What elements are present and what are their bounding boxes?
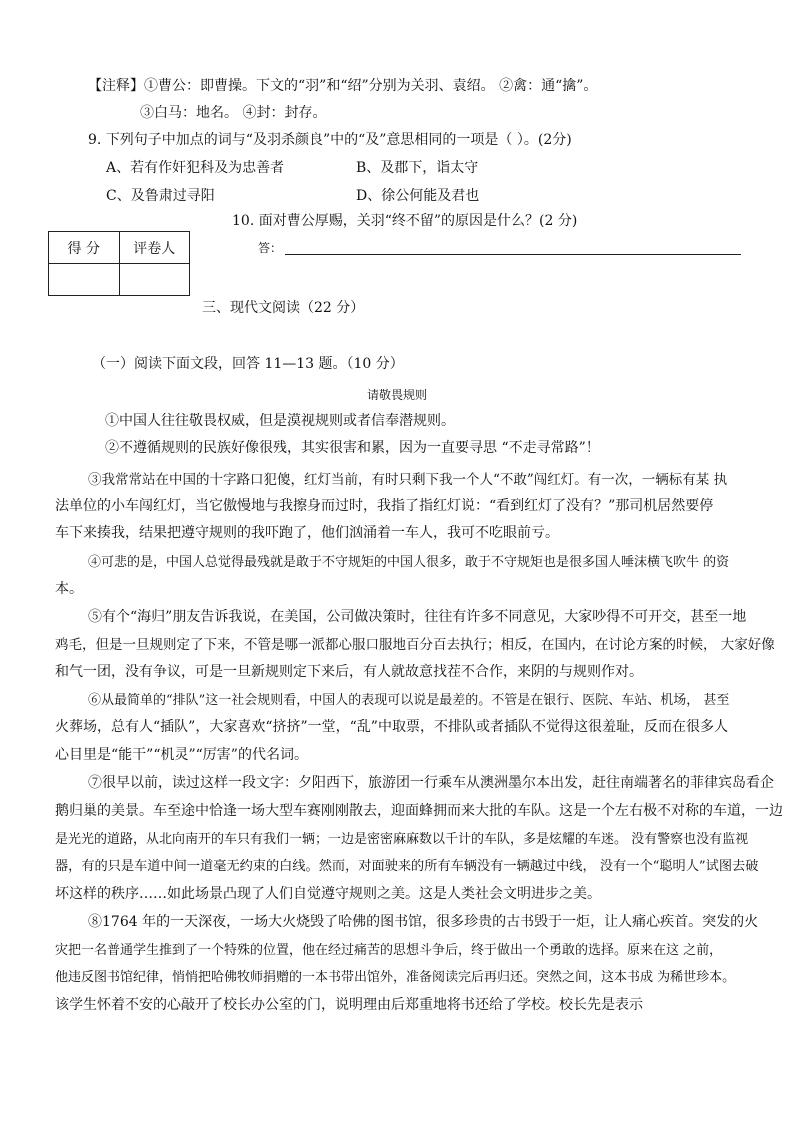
article-paragraph-5-line-2: 鸡毛，但是一旦规则定了下来，不管是哪一派都心服口服地百分百去执行；相反，在国内，在讨论方案的时候， 大家好像 (55, 637, 775, 653)
answer-label: 答： (258, 241, 283, 255)
article-paragraph-7-line-5: 坏这样的秩序……如此场景凸现了人们自觉遵守规则之美。这是人类社会文明进步之美。 (55, 886, 601, 902)
article-paragraph-3-line-2: 法单位的小车闯红灯，当它傲慢地与我擦身而过时，我指了指红灯说：“看到红灯了没有？”那司机居然要停 (55, 498, 714, 514)
annotation-line-1: 【注释】①曹公：即曹操。下文的“羽”和“绍”分别为关羽、袁绍。 ②禽：通“擒”。 (88, 78, 598, 94)
section-3-title: 三、现代文阅读（22 分） (202, 300, 365, 316)
article-paragraph-8-line-2: 灾把一名普通学生推到了一个特殊的位置，他在经过痛苦的思想斗争后，终于做出一个勇敢的选择。原来在这 之前， (55, 943, 723, 958)
article-title: 请敬畏规则 (367, 388, 428, 402)
article-paragraph-4-line-1: ④可悲的是，中国人总觉得最残就是敢于不守规矩的中国人很多，敢于不守规矩也是很多国人唾沫横飞吹牛 的资 (88, 555, 730, 570)
grader-header: 评卷人 (119, 232, 190, 264)
annotation-line-2: ③白马：地名。 ④封：封存。 (140, 105, 327, 121)
article-paragraph-5-line-3: 和气一团，没有争议，可是一旦新规则定下来后，有人就故意找茬不合作，来阴的与规则作对。 (55, 664, 643, 680)
article-paragraph-8-line-4: 该学生怀着不安的心敲开了校长办公室的门，说明理由后郑重地将书还给了学校。校长先是表示 (55, 997, 643, 1013)
article-paragraph-7-line-3: 是光光的道路，从北向南开的车只有我们一辆；一边是密密麻麻数以千计的车队，多是炫耀的车迷。 没有警察也没有监视 (55, 832, 749, 847)
article-paragraph-6-line-1: ⑥从最简单的“排队”这一社会规则看，中国人的表现可以说是最差的。不管是在银行、医院、车站、机场， 甚至 (88, 693, 730, 708)
article-paragraph-3-line-3: 车下来揍我，结果把遵守规则的我吓跑了，他们汹涌着一车人，我可不吃眼前亏。 (55, 525, 559, 541)
question-9-option-a: A、若有作奸犯科及为忠善者 (106, 160, 285, 176)
article-paragraph-2: ②不遵循规则的民族好像很残，其实很害和累，因为一直要寻思 “不走寻常路”！ (105, 440, 600, 456)
article-paragraph-6-line-3: 心目里是“能干”“机灵”“厉害”的代名词。 (55, 747, 308, 763)
question-9-stem: 9. 下列句子中加点的词与“及羽杀颜良”中的“及”意思相同的一项是（ ）。(2分) (88, 132, 572, 148)
article-paragraph-7-line-2: 鹅归巢的美景。车至途中恰逢一场大型车赛刚刚散去，迎面蜂拥而来大批的车队。这是一个左右极不对称的车道，一边 (55, 803, 783, 819)
answer-line[interactable] (285, 253, 741, 255)
question-9-option-c: C、及鲁肃过寻阳 (106, 188, 215, 204)
article-paragraph-6-line-2: 火葬场，总有人“插队”，大家喜欢“挤挤”一堂，“乱”中取票，不排队或者插队不觉得这很羞耻，反而在很多人 (55, 719, 728, 735)
question-9-option-b: B、及郡下，诣太守 (356, 160, 479, 176)
question-10-stem: 10. 面对曹公厚赐，关羽“终不留”的原因是什么？(2 分) (232, 213, 578, 229)
question-9-option-d: D、徐公何能及君也 (356, 188, 480, 204)
score-header: 得 分 (49, 232, 120, 264)
article-paragraph-3-line-1: ③我常常站在中国的十字路口犯傻，红灯当前，有时只剩下我一个人“不敢”闯红灯。有一次，一辆标有某 执 (88, 472, 728, 488)
article-paragraph-7-line-1: ⑦很早以前，读过这样一段文字：夕阳西下，旅游团一行乘车从澳洲墨尔本出发，赶往南端著名的菲律宾岛看企 (88, 775, 774, 791)
article-paragraph-1: ①中国人往往敬畏权威，但是漠视规则或者信奉潜规则。 (105, 413, 455, 429)
article-paragraph-8-line-3: 他违反图书馆纪律，悄悄把哈佛牧师捐赠的一本书带出馆外，准备阅读完后再归还。突然之间，这本书成 为稀世珍本。 (55, 970, 736, 985)
article-paragraph-8-line-1: ⑧1764 年的一天深夜，一场大火烧毁了哈佛的图书馆，很多珍贵的古书毁于一炬，让人痛心疾首。突发的火 (88, 914, 759, 930)
score-table (48, 231, 190, 296)
part-1-instruction: （一）阅读下面文段，回答 11—13 题。（10 分） (92, 356, 404, 372)
article-paragraph-5-line-1: ⑤有个“海归”朋友告诉我说，在美国，公司做决策时，往往有许多不同意见，大家吵得不可开交，甚至一地 (88, 609, 747, 625)
grader-cell[interactable] (119, 264, 190, 296)
article-paragraph-7-line-4: 器，有的只是车道中间一道毫无约束的白线。然而，对面驶来的所有车辆没有一辆越过中线， 没有一个“聪明人”试图去破 (55, 859, 759, 874)
score-cell[interactable] (49, 264, 120, 296)
article-paragraph-4-line-2: 本。 (55, 581, 83, 597)
